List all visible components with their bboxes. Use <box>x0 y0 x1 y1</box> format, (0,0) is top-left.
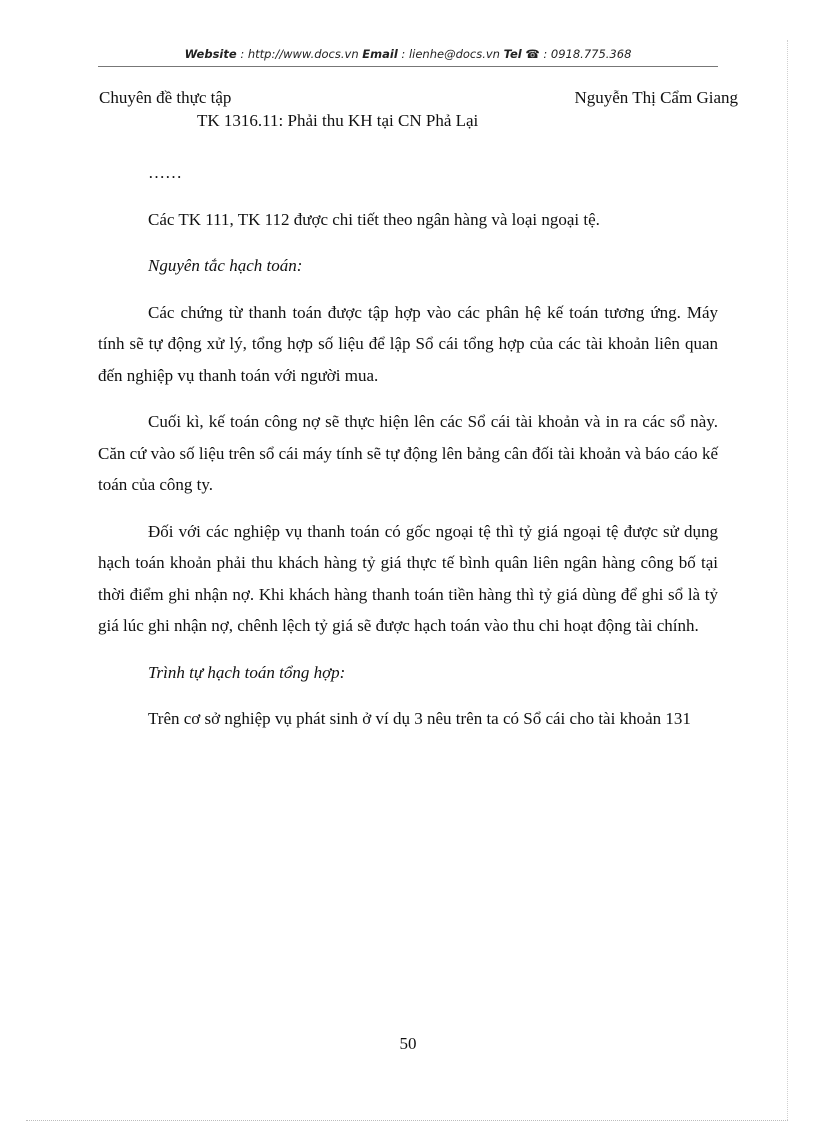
email-label: Email <box>362 47 398 61</box>
phone-icon: ☎ <box>525 47 540 61</box>
email-address[interactable]: : lienhe@docs.vn <box>397 47 504 61</box>
section-heading: Nguyên tắc hạch toán: <box>148 256 303 275</box>
paragraph: Các TK 111, TK 112 được chi tiết theo ngân hàng và loại ngoại tệ. <box>148 209 600 229</box>
page-number: 50 <box>399 1034 417 1053</box>
website-label: Website <box>184 47 237 61</box>
tel-number: : 0918.775.368 <box>539 47 632 61</box>
report-type: Chuyên đề thực tập <box>99 88 232 107</box>
account-subheading: TK 1316.11: Phải thu KH tại CN Phả Lại <box>197 111 479 130</box>
paragraph: Cuối kì, kế toán công nợ sẽ thực hiện lên các Sổ cái tài khoản và in ra các sổ này. Căn cứ vào số liệu trên sổ cái máy tính sẽ tự động lên bảng cân đối tài khoản và báo cáo kế toán của công ty. <box>98 412 718 494</box>
paragraph: Đối với các nghiệp vụ thanh toán có gốc ngoại tệ thì tỷ giá ngoại tệ được sử dụng hạch toán khoản phải thu khách hàng tỷ giá thực tế bình quân liên ngân hàng công bố tại thời điểm ghi nhận nợ. Khi khách hàng thanh toán tiền hàng thì tỷ giá dùng để ghi sổ là tỷ giá lúc ghi nhận nợ, chênh lệch tỷ giá sẽ được hạch toán vào thu chi hoạt động tài chính. <box>98 521 718 635</box>
paragraph: …… <box>148 163 182 182</box>
page-edge-right <box>787 40 788 1120</box>
paragraph: Các chứng từ thanh toán được tập hợp vào các phân hệ kế toán tương ứng. Máy tính sẽ tự động xử lý, tổng hợp số liệu để lập Sổ cái tổng hợp của các tài khoản liên quan đến nghiệp vụ thanh toán với người mua. <box>98 302 718 385</box>
header-divider <box>98 66 718 67</box>
paragraph: Trên cơ sở nghiệp vụ phát sinh ở ví dụ 3 nêu trên ta có Sổ cái cho tài khoản 131 <box>148 709 691 728</box>
document-body <box>98 157 718 750</box>
tel-label: Tel <box>503 47 522 61</box>
website-banner <box>98 47 718 61</box>
page-edge-bottom <box>26 1120 788 1121</box>
section-heading: Trình tự hạch toán tổng hợp: <box>148 662 346 682</box>
website-url[interactable]: : http://www.docs.vn <box>236 47 363 61</box>
author-name: Nguyễn Thị Cẩm Giang <box>574 88 738 107</box>
